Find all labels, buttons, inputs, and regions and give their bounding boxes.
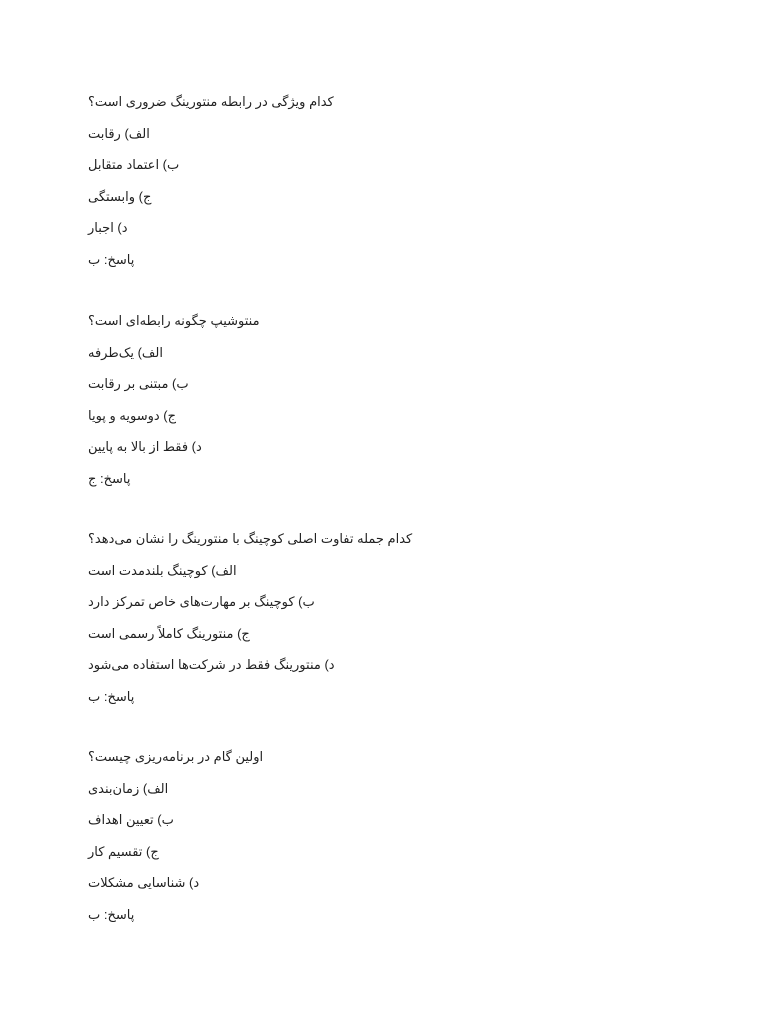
option-a: الف) رقابت [88,125,150,141]
question-block-4 [88,749,688,938]
option-c: ج) دوسویه و پویا [88,407,177,423]
option-b: ب) کوچینگ بر مهارت‌های خاص تمرکز دارد [88,594,315,609]
question-text: کدام جمله تفاوت اصلی کوچینگ با منتورینگ را نشان می‌دهد؟ [88,531,413,546]
answer-text: پاسخ: ب [88,906,135,922]
answer-text: پاسخ: ب [88,688,135,704]
question-text: اولین گام در برنامه‌ریزی چیست؟ [88,749,264,764]
question-block-3 [88,531,688,720]
option-b: ب) مبتنی بر رقابت [88,376,189,391]
option-b: ب) تعیین اهداف [88,812,174,827]
option-c: ج) وابستگی [88,188,152,204]
option-c: ج) تقسیم کار [88,843,159,859]
question-block-1 [88,94,688,283]
option-a: الف) یک‌طرفه [88,344,163,360]
question-text: کدام ویژگی در رابطه منتورینگ ضروری است؟ [88,94,334,109]
option-a: الف) کوچینگ بلندمدت است [88,562,237,578]
option-b: ب) اعتماد متقابل [88,157,180,172]
option-d: د) شناسایی مشکلات [88,875,200,890]
question-text: منتوشیپ چگونه رابطه‌ای است؟ [88,313,260,328]
answer-text: پاسخ: ب [88,251,135,267]
answer-text: پاسخ: ج [88,470,131,486]
question-block-2 [88,313,688,502]
option-c: ج) منتورینگ کاملاً رسمی است [88,625,250,641]
option-a: الف) زمان‌بندی [88,780,169,796]
option-d: د) منتورینگ فقط در شرکت‌ها استفاده می‌شود [88,657,335,672]
option-d: د) فقط از بالا به پایین [88,439,202,454]
option-d: د) اجبار [88,220,128,235]
